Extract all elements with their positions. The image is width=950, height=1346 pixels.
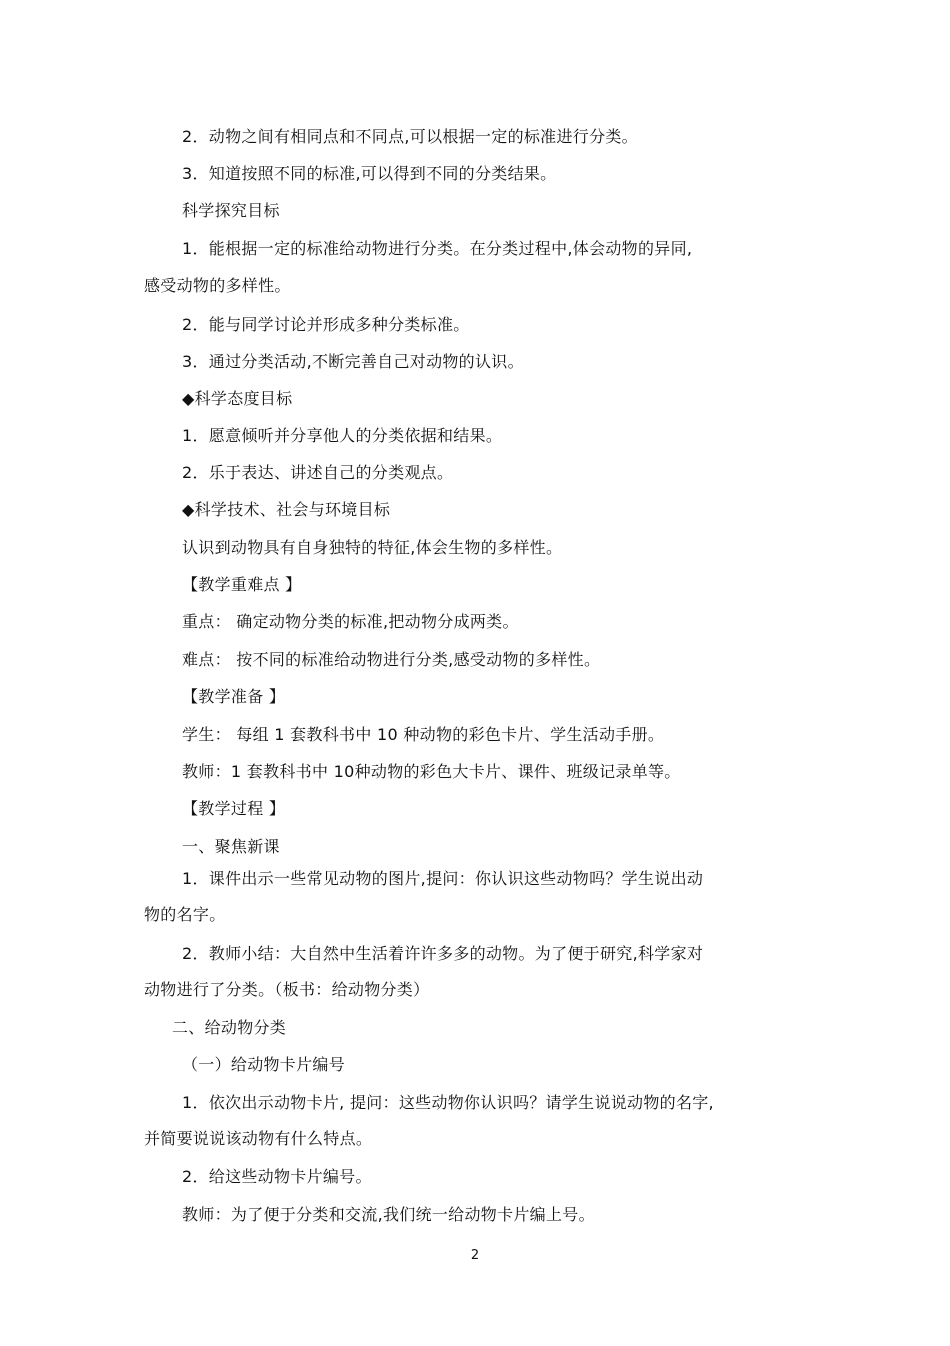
text-line: 难点： 按不同的标准给动物进行分类,感受动物的多样性。 [182, 650, 601, 669]
text-line: 1．能根据一定的标准给动物进行分类。在分类过程中,体会动物的异同, [182, 239, 693, 258]
text-line: 1．依次出示动物卡片, 提问：这些动物你认识吗？请学生说说动物的名字, [182, 1093, 714, 1112]
section-heading: 科学探究目标 [182, 201, 280, 220]
text-line: 3．通过分类活动,不断完善自己对动物的认识。 [182, 352, 524, 371]
text-line: 并简要说说该动物有什么特点。 [144, 1129, 373, 1148]
text-line: 2．乐于表达、讲述自己的分类观点。 [182, 463, 454, 482]
text-line: 2．能与同学讨论并形成多种分类标准。 [182, 315, 470, 334]
text-line: 2．教师小结：大自然中生活着许许多多的动物。为了便于研究,科学家对 [182, 944, 704, 963]
section-heading: 二、给动物分类 [172, 1018, 287, 1037]
text-line: 学生： 每组 1 套教科书中 10 种动物的彩色卡片、学生活动手册。 [182, 725, 665, 744]
page-number: 2 [470, 1248, 480, 1263]
text-line: 感受动物的多样性。 [144, 276, 291, 295]
text-line: 3．知道按照不同的标准,可以得到不同的分类结果。 [182, 164, 557, 183]
section-heading: 【教学过程 】 [182, 799, 286, 818]
text-line: 教师：1 套教科书中 10种动物的彩色大卡片、课件、班级记录单等。 [182, 762, 681, 781]
section-heading: （一）给动物卡片编号 [182, 1055, 346, 1074]
text-line: 动物进行了分类。（板书：给动物分类） [144, 980, 430, 999]
text-line: 教师：为了便于分类和交流,我们统一给动物卡片编上号。 [182, 1205, 595, 1224]
section-heading: 【教学重难点 】 [182, 575, 302, 594]
text-line: 2．动物之间有相同点和不同点,可以根据一定的标准进行分类。 [182, 127, 638, 146]
section-heading: ◆科学态度目标 [182, 389, 293, 408]
section-heading: 一、聚焦新课 [182, 837, 280, 856]
text-line: 2．给这些动物卡片编号。 [182, 1167, 372, 1186]
section-heading: ◆科学技术、社会与环境目标 [182, 500, 391, 519]
text-line: 1．愿意倾听并分享他人的分类依据和结果。 [182, 426, 503, 445]
text-line: 重点： 确定动物分类的标准,把动物分成两类。 [182, 612, 519, 631]
text-line: 1．课件出示一些常见动物的图片,提问：你认识这些动物吗？学生说出动 [182, 869, 704, 888]
section-heading: 【教学准备 】 [182, 687, 286, 706]
text-line: 认识到动物具有自身独特的特征,体会生物的多样性。 [182, 538, 563, 557]
text-line: 物的名字。 [144, 905, 226, 924]
